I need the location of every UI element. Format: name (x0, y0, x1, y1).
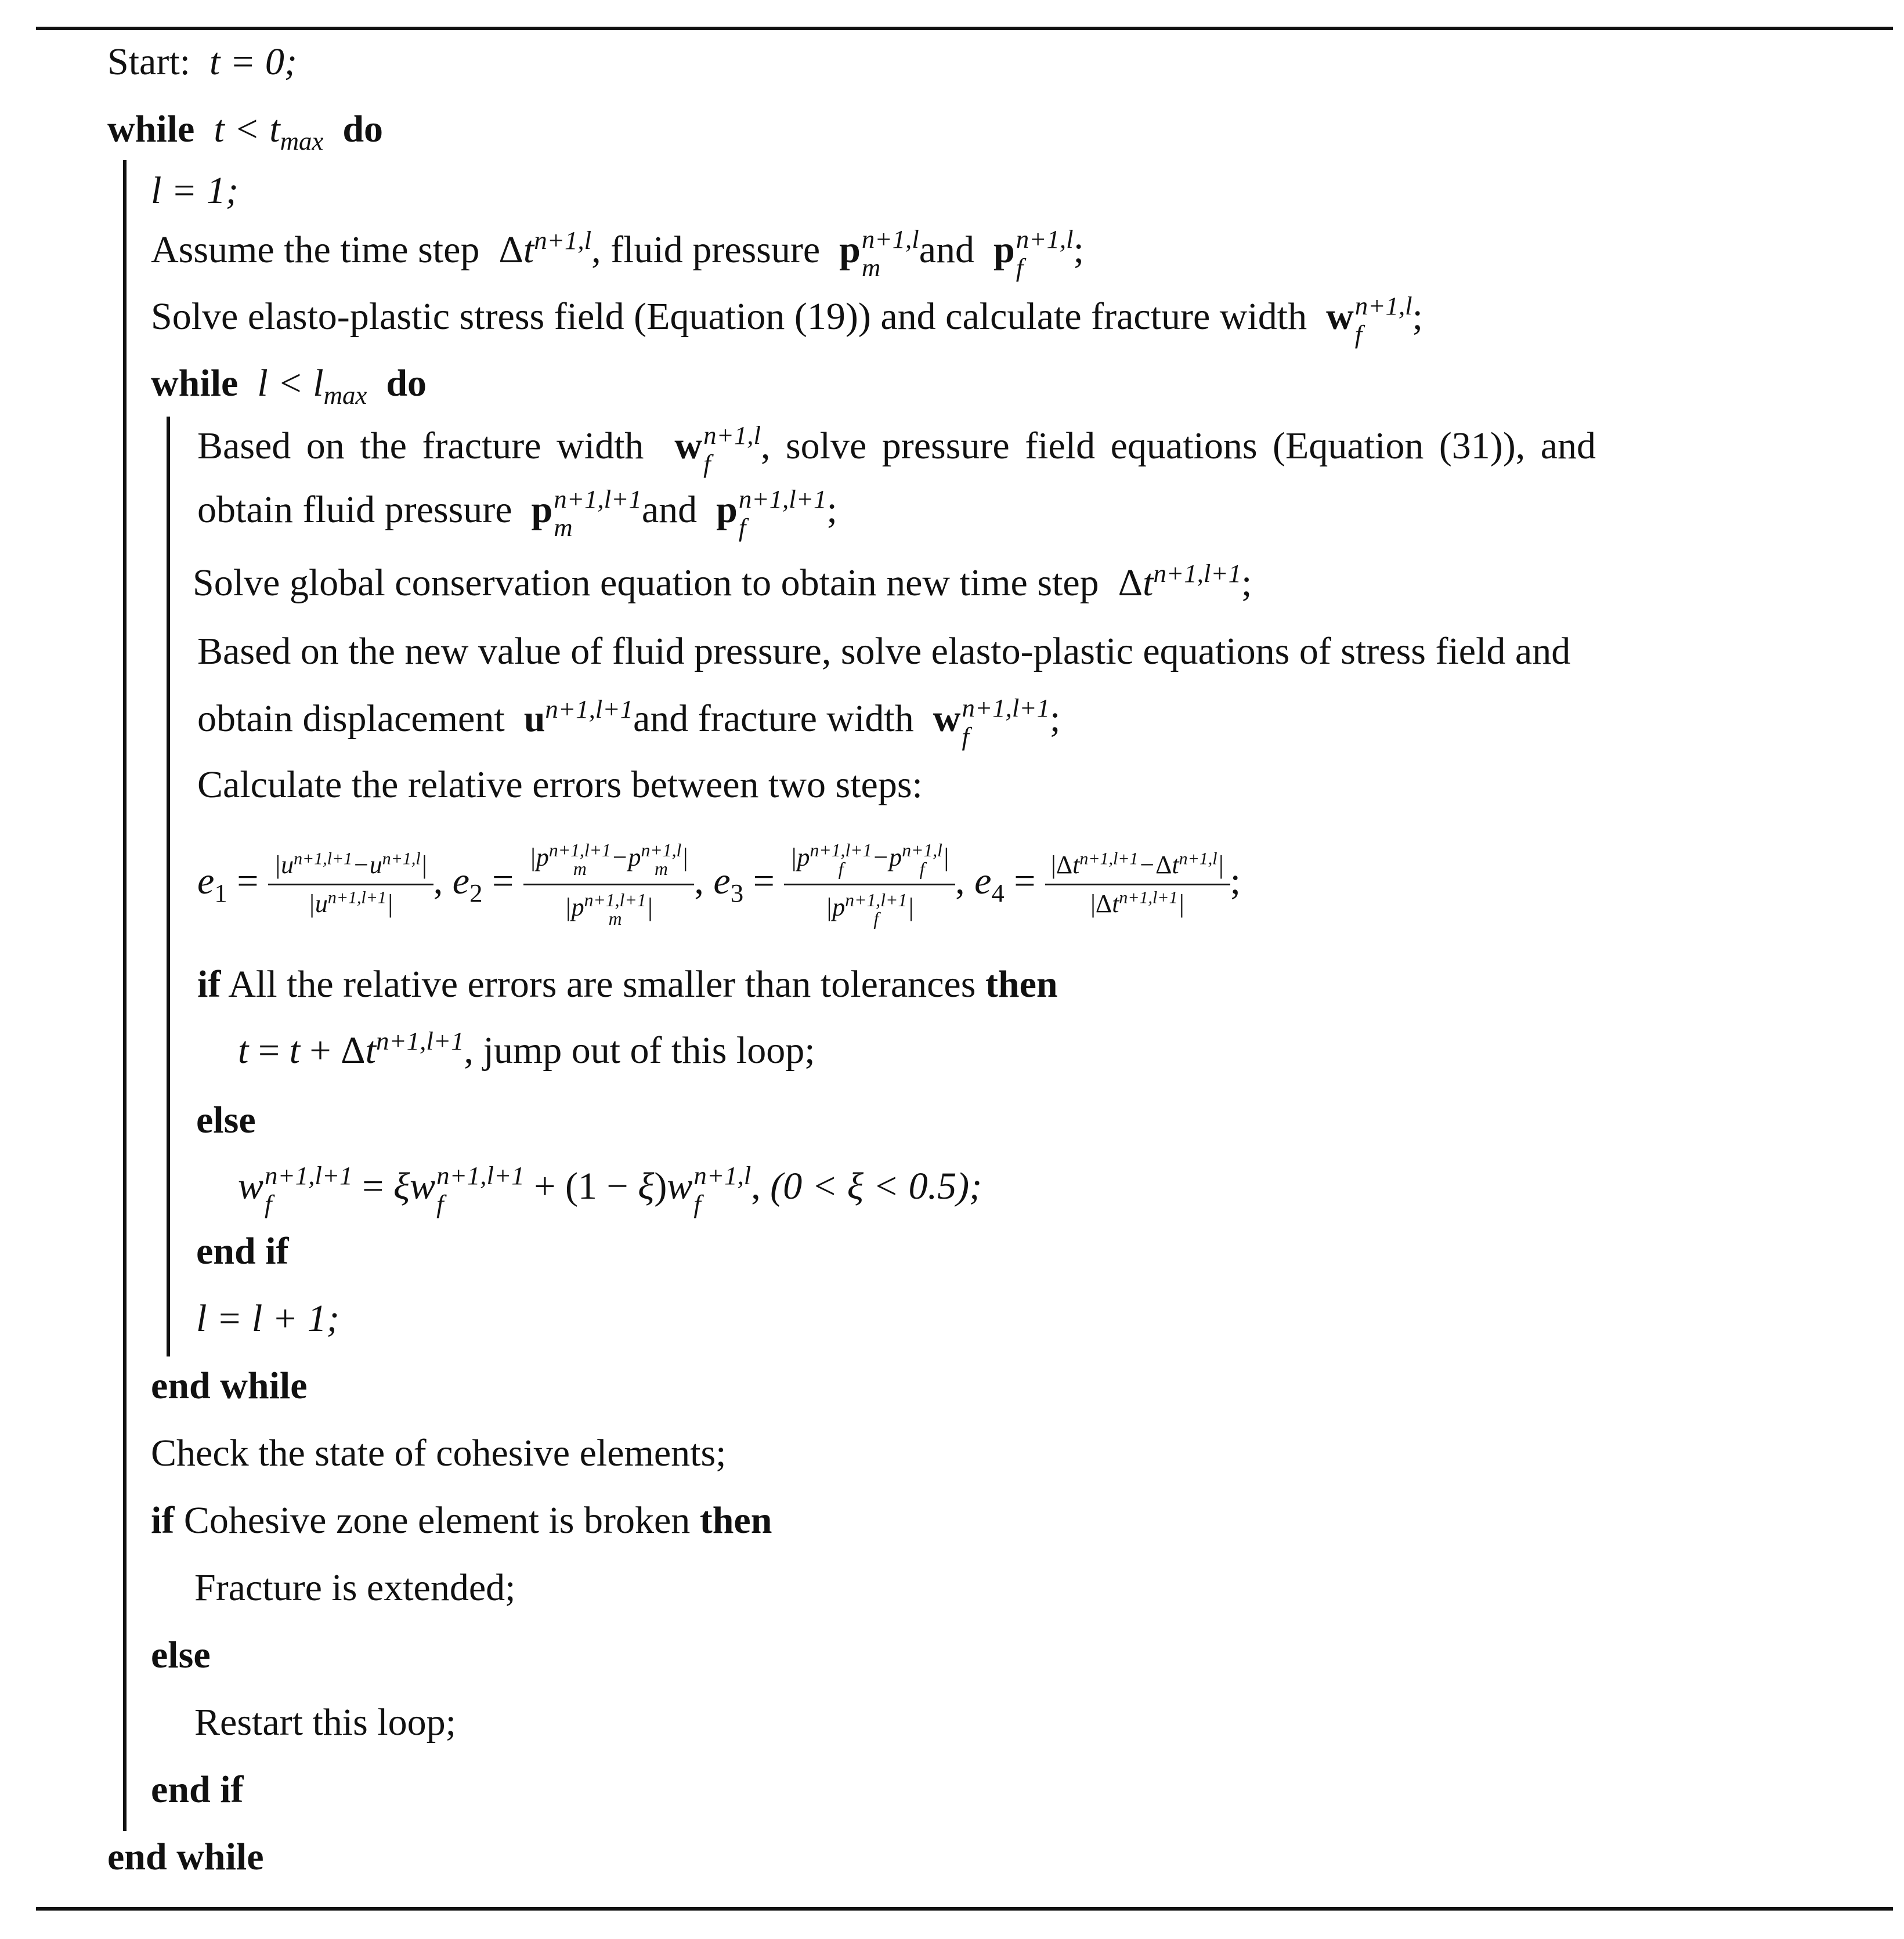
check-cohesive-line: Check the state of cohesive elements; (151, 1432, 727, 1474)
inner-end-while-line: end while (151, 1365, 308, 1407)
outer-while-line: while $t < t_{max}$ do (107, 108, 384, 156)
error-e4-fraction: $\frac{|\Delta t^{n+1,l+1}-\Delta t^{n+1,l}|}{|\Delta t^{n+1,l+1}|}$ (1045, 852, 1230, 917)
outer-end-while-line: end while (107, 1836, 264, 1878)
error-e3-fraction: |p n+1,l+1 f −p n+1,l f | |p n+1,l+1 f | (784, 841, 955, 928)
error-e2-fraction: |p n+1,l+1 m −p n+1,l m | |p n+1,l+1 m | (523, 841, 695, 928)
based-new-value-line: Based on the new value of fluid pressure, solve elasto-plastic equations of stress field and (197, 630, 1571, 672)
inner-while-line: while $l < l_{max}$ do (151, 362, 427, 410)
outer-loop-bar (123, 160, 127, 1831)
update-l-line: l = l + 1; (196, 1297, 339, 1340)
start-line: Start: t = 0; (107, 41, 297, 83)
restart-loop-line: Restart this loop; (194, 1701, 456, 1743)
bottom-rule (36, 1907, 1893, 1911)
error-e1-fraction: $\frac{|u^{n+1,l+1}-u^{n+1,l}|}{|u^{n+1,l+1}|}$ (268, 852, 433, 917)
global-conservation-line: Solve global conservation equation to obtain new time step $\Delta t^{n+1,l+1}$; (193, 559, 1252, 604)
obtain-pressure-line: obtain fluid pressure p n+1,l+1 m and p n+1,l+1 f ; (197, 484, 837, 542)
obtain-displacement-line: obtain displacement $u^{n+1,l+1}and$ fracture width w n+1,l+1 f ; (197, 693, 1061, 751)
outer-end-if-line: end if (151, 1768, 244, 1811)
assume-line: Assume the time step $\Delta t^{n+1,l}$, fluid pressure p n+1,l m and p n+1,l f ; (151, 225, 1084, 282)
calc-errors-line: Calculate the relative errors between two steps: (197, 764, 923, 806)
solve-stress-line: Solve elasto-plastic stress field (Equation (19)) and calculate fracture width w n+1,l f ; (151, 291, 1423, 349)
inner-else-line: else (196, 1099, 256, 1141)
time-update-line: $t = t + \Delta t^{n+1,l+1}$, jump out of this loop; (238, 1026, 815, 1072)
fracture-extended-line: Fracture is extended; (194, 1567, 516, 1609)
if-cohesive-line: if Cohesive zone element is broken then (151, 1499, 772, 1542)
if-errors-line: if All the relative errors are smaller than tolerances then (197, 963, 1058, 1005)
outer-else-line: else (151, 1634, 211, 1676)
top-rule (36, 27, 1893, 30)
init-l-line: l = 1; (151, 169, 239, 212)
error-formulas: $e_1$ = $\frac{|u^{n+1,l+1}-u^{n+1,l}|}{|u^{n+1,l+1}|}$ , $e_2$ = |p n+1,l+1 m −p n+1,l m | |p n+1,l+1 m | , $e_3$ = |p n+1,l+1 f −p n+1,l f | |p n+1,l+1 f | , $e_4$ = $\frac{|\Delta t^{n+1,l+1}-\Delta t^{n+1,l}|}{|\Delta t^{n+1,l+1}|}$ ; (197, 840, 1241, 929)
inner-loop-bar (167, 417, 170, 1356)
based-width-line: Based on the fracture width w n+1,l f , solve pressure field equations (Equation (31)), and (197, 421, 1596, 478)
relaxation-line: w n+1,l+1 f = ξw n+1,l+1 f + (1 − ξ)w n+1,l f , (0 < ξ < 0.5); (238, 1161, 982, 1218)
inner-end-if-line: end if (196, 1230, 289, 1272)
